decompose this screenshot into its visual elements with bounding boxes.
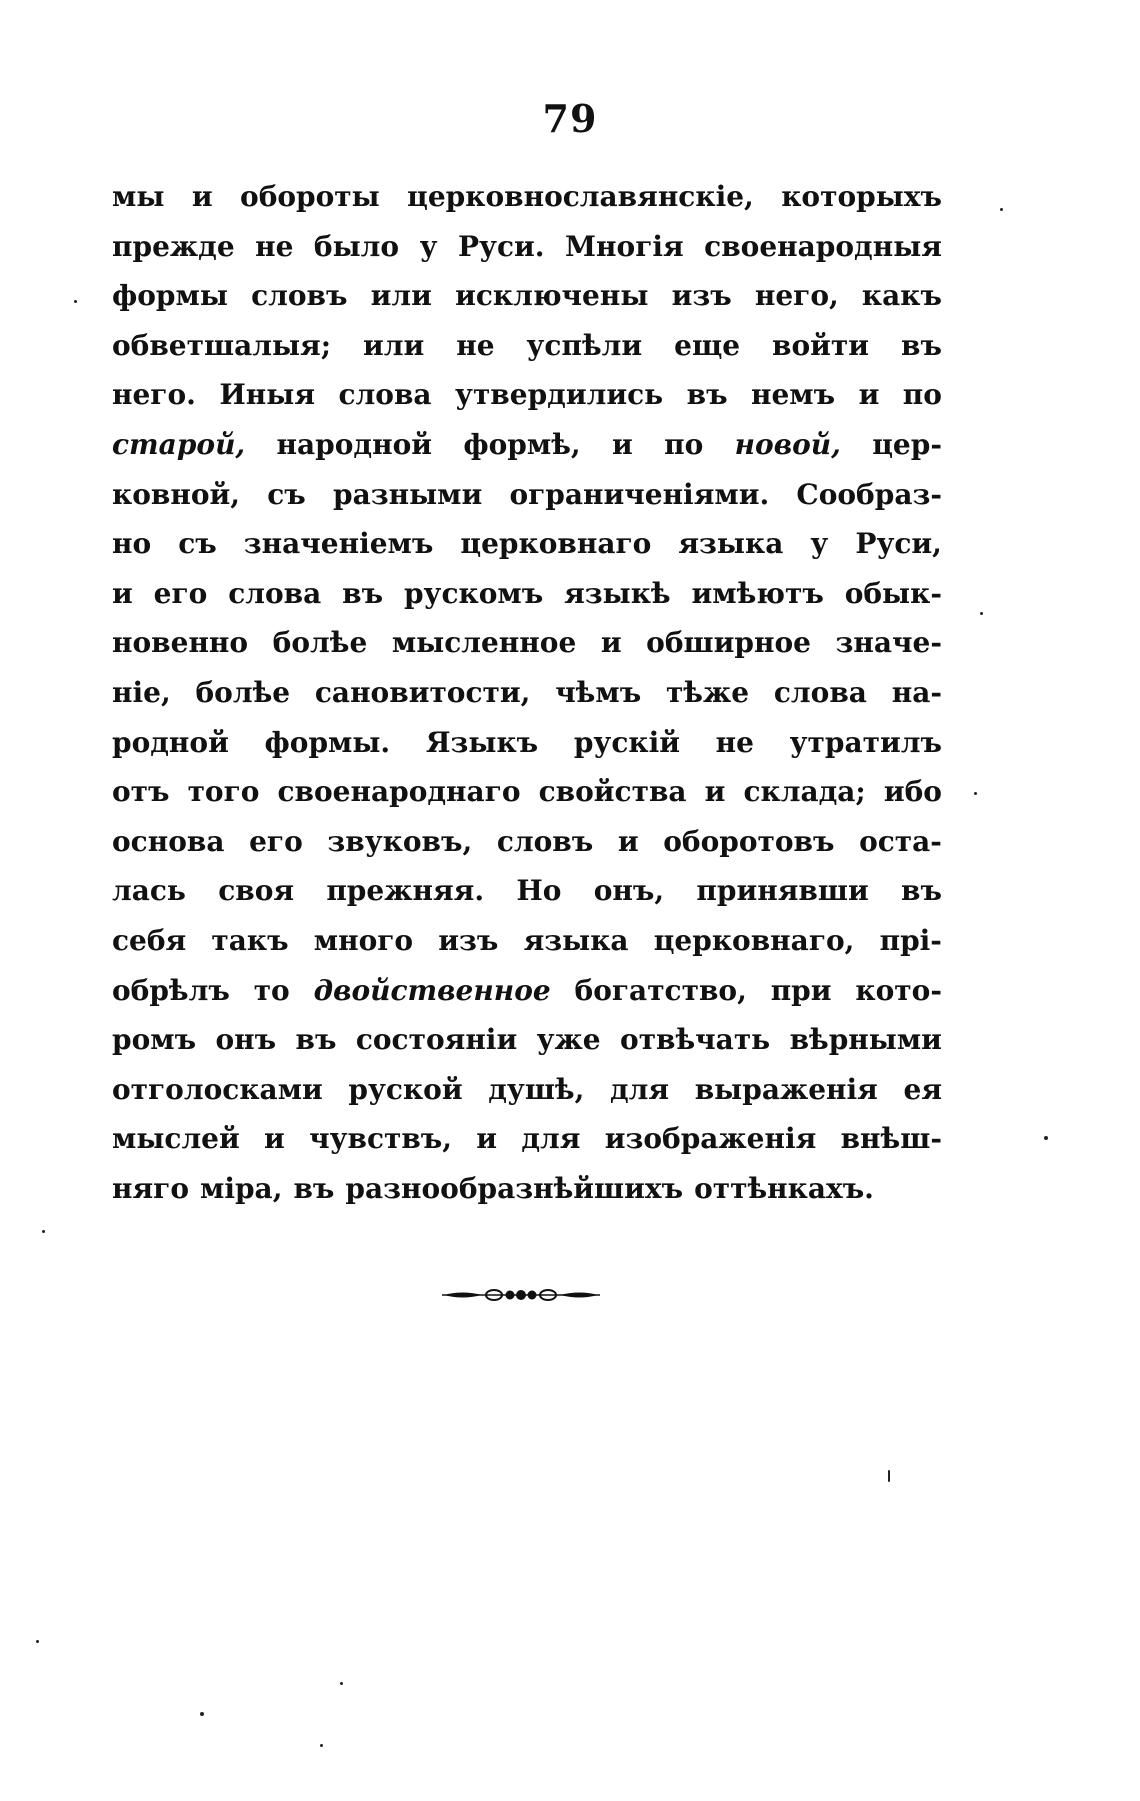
- word: онъ: [215, 1023, 277, 1057]
- word: Руси.: [458, 229, 545, 263]
- word: прежде: [112, 229, 235, 263]
- word: словъ: [496, 824, 594, 858]
- word: мы: [112, 180, 165, 213]
- text-line: [112, 767, 942, 817]
- paper-speck: [888, 1470, 890, 1482]
- word: отголосками: [112, 1072, 323, 1106]
- word: значе-: [835, 626, 942, 660]
- paper-speck: [42, 1230, 45, 1233]
- word: и: [191, 180, 213, 213]
- word: не: [255, 229, 294, 263]
- word: ніе,: [112, 675, 171, 709]
- paper-speck: [1000, 208, 1003, 211]
- word: болѣе: [272, 626, 368, 660]
- word: болѣе: [195, 675, 291, 709]
- word: въ: [900, 874, 942, 908]
- word: по: [664, 427, 704, 461]
- word: богатство,: [574, 973, 747, 1007]
- word: звуковъ,: [327, 824, 473, 858]
- word: и: [611, 427, 633, 461]
- word: языкѣ: [564, 576, 671, 610]
- word: состояніи: [355, 1023, 518, 1057]
- word: церковнаго: [460, 527, 652, 561]
- word: изображенія: [604, 1122, 817, 1156]
- word: войти: [772, 328, 870, 362]
- word: и: [600, 626, 622, 660]
- word: для: [521, 1122, 581, 1156]
- word: Языкъ: [425, 725, 539, 759]
- word: ибо: [883, 775, 942, 809]
- word: отвѣчать: [620, 1023, 771, 1057]
- word: того: [187, 775, 260, 809]
- paper-speck: [200, 1712, 204, 1716]
- word: руской: [348, 1072, 463, 1106]
- word: съ: [178, 527, 217, 561]
- word: еще: [674, 328, 741, 362]
- word: чѣмъ: [555, 675, 642, 709]
- word: ковной,: [112, 477, 241, 511]
- word: успѣли: [526, 328, 643, 362]
- word: въ: [342, 576, 384, 610]
- word: тѣже: [665, 675, 750, 709]
- word: церковнославянскіе,: [407, 180, 754, 213]
- word: и: [704, 775, 726, 809]
- word: у: [419, 229, 438, 263]
- word: кото-: [855, 973, 942, 1007]
- word: много: [313, 923, 414, 957]
- word: рускій: [573, 725, 680, 759]
- word: него.: [112, 378, 196, 412]
- word: міра,: [200, 1171, 283, 1205]
- word: родной: [112, 725, 229, 759]
- word: слова: [228, 576, 322, 610]
- paper-speck: [320, 1744, 323, 1747]
- text-line: [112, 1065, 942, 1115]
- body-text: [112, 172, 942, 1213]
- word: выраженія: [694, 1072, 878, 1106]
- word: и: [264, 1122, 285, 1156]
- word: слова: [773, 675, 867, 709]
- paper-speck: [1044, 1136, 1048, 1140]
- word: но: [112, 527, 152, 561]
- word: не: [456, 328, 495, 362]
- word: для: [610, 1072, 670, 1106]
- word: разными: [332, 477, 483, 511]
- word: Иныя: [219, 378, 316, 412]
- word: прежняя.: [326, 874, 485, 908]
- word: принявши: [696, 874, 869, 908]
- word: чувствъ,: [309, 1122, 453, 1156]
- word: обветшалыя;: [112, 328, 332, 362]
- text-line: [112, 321, 942, 371]
- word: него,: [754, 279, 839, 313]
- word: ея: [903, 1072, 942, 1106]
- word: формы.: [264, 725, 391, 759]
- word: не: [715, 725, 754, 759]
- word: съ: [267, 477, 306, 511]
- text-line: [112, 866, 942, 916]
- word: двойственное: [313, 973, 551, 1007]
- word: при: [770, 973, 832, 1007]
- word: обрѣлъ: [112, 973, 230, 1007]
- text-line: [112, 370, 942, 420]
- word: Но: [516, 874, 562, 908]
- word: немъ: [751, 378, 836, 412]
- word: и: [617, 824, 639, 858]
- paper-speck: [74, 300, 77, 303]
- word: цер-: [872, 427, 942, 461]
- word: слова: [338, 378, 432, 412]
- word: Многія: [565, 229, 684, 263]
- text-line: [112, 966, 942, 1016]
- word: у: [810, 527, 829, 561]
- word: церковнаго,: [653, 923, 855, 957]
- text-line: [112, 569, 942, 619]
- word: себя: [112, 923, 187, 957]
- word: разнообразнѣйшихъ: [345, 1171, 684, 1205]
- paper-speck: [974, 792, 977, 795]
- word: какъ: [861, 279, 942, 313]
- word: внѣш-: [840, 1122, 942, 1156]
- word: и: [112, 576, 133, 610]
- text-line: [112, 618, 942, 668]
- word: въ: [293, 1171, 335, 1205]
- word: оборотовъ: [663, 824, 835, 858]
- paper-speck: [340, 1682, 343, 1685]
- word: изъ: [438, 923, 499, 957]
- word: новенно: [112, 626, 249, 660]
- word: языка: [678, 527, 784, 561]
- word: въ: [686, 378, 728, 412]
- word: своя: [218, 874, 295, 908]
- word: въ: [900, 328, 942, 362]
- word: формѣ,: [463, 427, 581, 461]
- word: Сообраз-: [796, 477, 942, 511]
- word: и: [476, 1122, 498, 1156]
- word: вѣрными: [789, 1023, 942, 1057]
- word: рускомъ: [403, 576, 544, 610]
- text-line: [112, 172, 942, 222]
- text-line: [112, 420, 942, 470]
- text-line: [112, 718, 942, 768]
- word: ромъ: [112, 1023, 197, 1057]
- word: изъ: [671, 279, 732, 313]
- word: на-: [891, 675, 942, 709]
- word: или: [370, 279, 432, 313]
- text-line: [112, 1164, 942, 1214]
- word: его: [153, 576, 208, 610]
- word: уже: [536, 1023, 601, 1057]
- word: его: [249, 824, 303, 858]
- word: или: [363, 328, 425, 362]
- word: словъ: [251, 279, 348, 313]
- word: душѣ,: [488, 1072, 585, 1106]
- text-line: [112, 668, 942, 718]
- word: Руси,: [855, 527, 942, 561]
- word: лась: [112, 874, 186, 908]
- word: отъ: [112, 775, 170, 809]
- word: оста-: [859, 824, 942, 858]
- word: оттѣнкахъ.: [694, 1171, 874, 1205]
- word: свойства: [538, 775, 687, 809]
- word: склада;: [743, 775, 866, 809]
- word: прі-: [879, 923, 942, 957]
- word: онъ,: [593, 874, 665, 908]
- word: значеніемъ: [243, 527, 434, 561]
- word: языка: [523, 923, 629, 957]
- word: исключены: [455, 279, 649, 313]
- word: по: [902, 378, 942, 412]
- word: то: [253, 973, 290, 1007]
- word: которыхъ: [781, 180, 942, 213]
- word: няго: [112, 1171, 190, 1205]
- page-number: 79: [542, 96, 598, 141]
- word: обык-: [844, 576, 942, 610]
- printers-flourish-icon: [442, 1284, 600, 1306]
- paper-speck: [980, 612, 983, 615]
- word: народной: [276, 427, 433, 461]
- word: формы: [112, 279, 228, 313]
- word: своенародныя: [704, 229, 942, 263]
- text-line: [112, 470, 942, 520]
- word: мысленное: [391, 626, 577, 660]
- word: старой,: [112, 427, 246, 461]
- word: ограниченіями.: [509, 477, 770, 511]
- paper-speck: [36, 1640, 39, 1643]
- text-line: [112, 817, 942, 867]
- word: имѣютъ: [691, 576, 824, 610]
- word: сановитости,: [314, 675, 531, 709]
- word: утвердились: [455, 378, 664, 412]
- text-line: [112, 1015, 942, 1065]
- word: мыслей: [112, 1122, 240, 1156]
- word: основа: [112, 824, 225, 858]
- word: и: [858, 378, 880, 412]
- word: было: [313, 229, 400, 263]
- word: обороты: [240, 180, 380, 213]
- word: своенароднаго: [277, 775, 521, 809]
- word: утратилъ: [789, 725, 942, 759]
- word: въ: [295, 1023, 337, 1057]
- word: новой,: [734, 427, 841, 461]
- text-line: [112, 916, 942, 966]
- text-line: [112, 1114, 942, 1164]
- text-line: [112, 222, 942, 272]
- text-line: [112, 271, 942, 321]
- word: обширное: [646, 626, 811, 660]
- word: такъ: [211, 923, 289, 957]
- text-line: [112, 519, 942, 569]
